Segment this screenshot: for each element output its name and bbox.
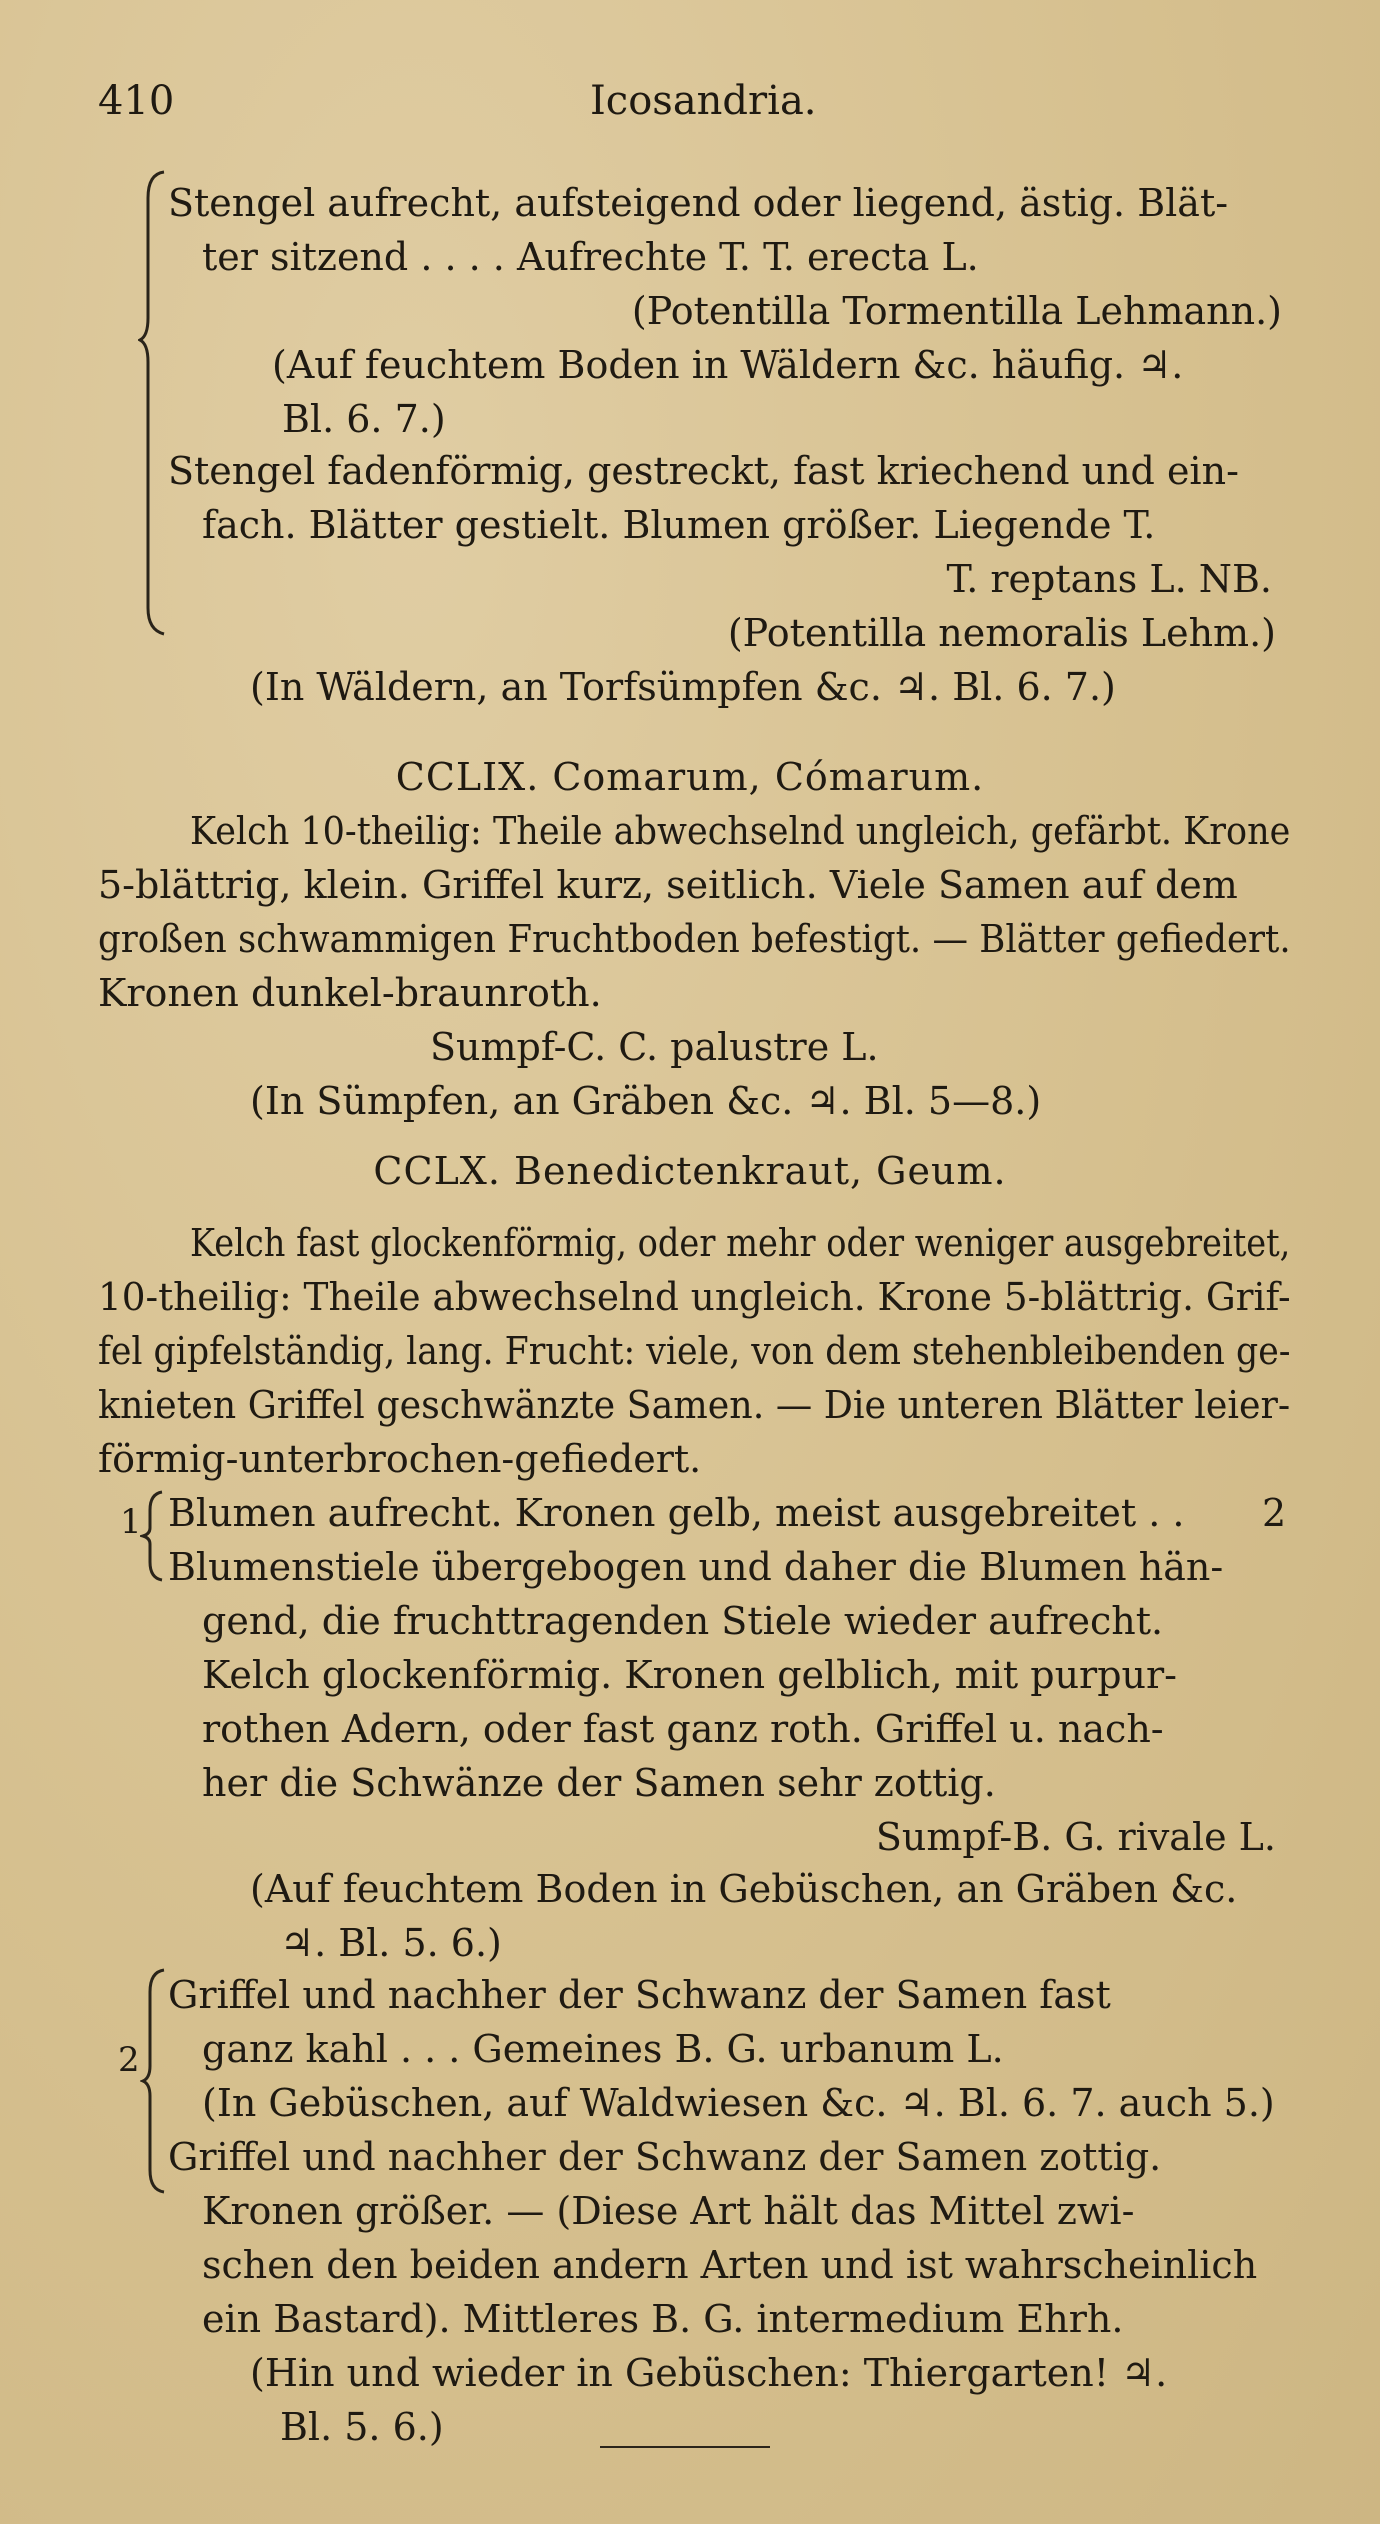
comarum-desc-1: Kelch 10-theilig: Theile abwechselnd ungleich, gefärbt. Krone — [190, 809, 1291, 853]
geum-heading: CCLX. Benedictenkraut, Geum. — [373, 1149, 1007, 1193]
reptans-line-2: fach. Blätter gestielt. Blumen größer. Liegende T. — [202, 503, 1156, 547]
intermedium-line-2: Kronen größer. — (Diese Art hält das Mittel zwi- — [202, 2189, 1135, 2233]
erecta-synonym: (Potentilla Tormentilla Lehmann.) — [631, 289, 1282, 333]
key-1-number: 1 — [120, 1502, 142, 1542]
geum-desc-4: knieten Griffel geschwänzte Samen. — Die unteren Blätter leier- — [98, 1383, 1291, 1427]
comarum-desc-3: großen schwammigen Fruchtboden befestigt. — Blätter gefiedert. — [98, 917, 1291, 961]
rivale-line-2: gend, die fruchttragenden Stiele wieder aufrecht. — [202, 1599, 1164, 1643]
rivale-habitat-2: ♃. Bl. 5. 6.) — [280, 1921, 502, 1965]
page-number: 410 — [98, 78, 175, 124]
intermedium-line-3: schen den beiden andern Arten und ist wahrscheinlich — [202, 2243, 1258, 2287]
tormentilla-key-brace — [138, 168, 168, 638]
comarum-habitat: (In Sümpfen, an Gräben &c. ♃. Bl. 5—8.) — [250, 1079, 1042, 1123]
urbanum-line-1: Griffel und nachher der Schwanz der Samen fast — [168, 1973, 1111, 2017]
urbanum-line-2: ganz kahl . . . Gemeines B. G. urbanum L. — [202, 2027, 1004, 2071]
reptans-line-1: Stengel fadenförmig, gestreckt, fast kriechend und ein- — [168, 449, 1239, 493]
erecta-line-2: ter sitzend . . . . Aufrechte T. T. erecta L. — [202, 235, 979, 279]
geum-desc-2: 10-theilig: Theile abwechselnd ungleich. Krone 5-blättrig. Grif- — [98, 1275, 1291, 1319]
comarum-desc-4: Kronen dunkel-braunroth. — [98, 971, 602, 1015]
erecta-habitat-2: Bl. 6. 7.) — [282, 397, 446, 441]
key-1-brace — [140, 1488, 166, 1584]
intermedium-line-1: Griffel und nachher der Schwanz der Samen zottig. — [168, 2135, 1162, 2179]
key-2-brace — [140, 1966, 168, 2196]
urbanum-habitat: (In Gebüschen, auf Waldwiesen &c. ♃. Bl. 6. 7. auch 5.) — [202, 2081, 1275, 2125]
comarum-desc-2: 5-blättrig, klein. Griffel kurz, seitlich. Viele Samen auf dem — [98, 863, 1238, 907]
end-rule — [600, 2446, 770, 2448]
rivale-line-5: her die Schwänze der Samen sehr zottig. — [202, 1761, 996, 1805]
reptans-synonym: (Potentilla nemoralis Lehm.) — [727, 611, 1276, 655]
intermedium-habitat-1: (Hin und wieder in Gebüschen: Thiergarten! ♃. — [250, 2351, 1168, 2395]
erecta-line-1: Stengel aufrecht, aufsteigend oder liegend, ästig. Blät- — [168, 181, 1229, 225]
key-1-line-a: Blumen aufrecht. Kronen gelb, meist ausgebreitet . . — [168, 1491, 1185, 1535]
geum-desc-1: Kelch fast glockenförmig, oder mehr oder weniger ausgebreitet, — [190, 1221, 1291, 1265]
comarum-species: Sumpf-C. C. palustre L. — [430, 1025, 879, 1069]
reptans-species: T. reptans L. NB. — [946, 557, 1272, 601]
rivale-line-4: rothen Adern, oder fast ganz roth. Griffel u. nach- — [202, 1707, 1164, 1751]
geum-desc-5: förmig-unterbrochen-gefiedert. — [98, 1437, 702, 1481]
comarum-heading: CCLIX. Comarum, Cómarum. — [395, 755, 985, 799]
intermedium-habitat-2: Bl. 5. 6.) — [280, 2405, 444, 2449]
rivale-species: Sumpf-B. G. rivale L. — [875, 1815, 1276, 1859]
reptans-habitat: (In Wäldern, an Torfsümpfen &c. ♃. Bl. 6. 7.) — [250, 665, 1116, 709]
rivale-habitat-1: (Auf feuchtem Boden in Gebüschen, an Gräben &c. — [250, 1867, 1238, 1911]
erecta-habitat-1: (Auf feuchtem Boden in Wäldern &c. häufig. ♃. — [272, 343, 1184, 387]
key-2-number: 2 — [118, 2040, 140, 2080]
rivale-line-3: Kelch glockenförmig. Kronen gelblich, mit purpur- — [202, 1653, 1178, 1697]
running-title: Icosandria. — [590, 78, 817, 124]
geum-desc-3: fel gipfelständig, lang. Frucht: viele, von dem stehenbleibenden ge- — [98, 1329, 1291, 1373]
key-1-line-a-ref: 2 — [1262, 1491, 1287, 1535]
intermedium-line-4: ein Bastard). Mittleres B. G. intermedium Ehrh. — [202, 2297, 1124, 2341]
rivale-line-1: Blumenstiele übergebogen und daher die Blumen hän- — [168, 1545, 1224, 1589]
